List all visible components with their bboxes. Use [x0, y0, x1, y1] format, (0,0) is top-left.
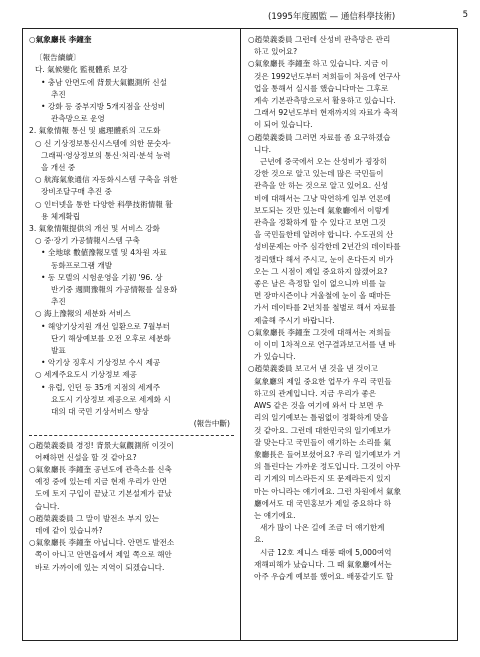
text-line: 는 얘기에요. [254, 510, 296, 520]
text-line: • 동 모델의 시험운영을 기初 '96. 상 [41, 272, 163, 282]
text-line: 관측을 정확하게 할 수 있다고 보면 그것 [254, 218, 386, 228]
text-line: 시금 12호 제니스 태풍 때에 5,000여억 [260, 547, 392, 557]
text-line: 마는 아니라는 얘기에요. 그런 차원에서 氣象 [254, 486, 402, 496]
text-line: 바로 가까이에 있는 지역이 되겠습니다. [35, 562, 165, 572]
text-line: 2. 氣象情報 통신 및 處理體系의 고도화 [29, 126, 161, 136]
text-line: 廳에서도 대 국민홍보가 제일 중요하다 하 [254, 498, 392, 508]
text-line: 니다. [254, 144, 272, 154]
text-line: 의 틀린다는 가까운 정도입니다. 그것이 아무 [254, 462, 401, 472]
text-line: ○氣象廳長 李鐘奎 하고 있습니다. 지금 이 [248, 59, 389, 69]
page-frame [22, 28, 458, 641]
text-line: 관측망으로 운영 [51, 114, 105, 124]
text-line: 리 기계의 미스라든지 또 문제라든지 있지 [254, 474, 391, 484]
text-line: 도에 토지 구입이 끝났고 기본설계가 끝났 [35, 489, 172, 499]
text-line: 것은 1992년도부터 저희들이 처음에 연구사 [254, 71, 401, 81]
text-line: 근년에 중국에서 오는 산성비가 굉장히 [260, 157, 388, 167]
text-line: 습니다. [35, 501, 60, 511]
right-column [248, 34, 453, 583]
text-line: 좋은 날은 측정할 일이 없으니까 비를 늘 [254, 279, 386, 289]
text-line: 제출해 주시기 바랍니다. [254, 315, 335, 325]
text-line: 이 되어 있습니다. [254, 120, 313, 130]
text-line: ○趙榮義委員 경정! 背景大氣觀測所 이것이 [29, 440, 174, 450]
text-line: 강한 것으로 알고 있는데 많은 국민들이 [254, 169, 384, 179]
text-line: ○ 신 기상정보통신시스템에 의한 문숫자· [35, 138, 172, 148]
text-line: 을 국민들한테 알려야 합니다. 수도권의 산 [254, 230, 394, 240]
text-line: 것 같아요. 그런데 대한민국의 일기예보가 [254, 425, 391, 435]
text-line: 하고 있어요? [254, 47, 298, 57]
text-line: 관측을 안 하는 것으로 알고 있어요. 신성 [254, 181, 389, 191]
text-line: • 강화 등 중부지방 5개지점을 산성비 [41, 102, 166, 112]
text-line: ○ 세계주요도시 기상정보 제공 [35, 370, 137, 380]
text-line: • 全地球 數値豫報모델 및 4차원 자료 [41, 248, 167, 258]
text-line: ○趙榮義委員 그러면 자료를 좀 요구하겠습 [248, 132, 391, 142]
text-line: 재해피해가 났습니다. 그 때 氣象廳에서는 [254, 559, 392, 569]
text-line: 새가 많이 나온 길에 조금 더 얘기한계 [260, 523, 385, 533]
text-line: 정리했다 해서 주시고, 눈이 온다든지 비가 [254, 254, 394, 264]
text-line: ○ 海上豫報의 세분화 서비스 [35, 309, 131, 319]
text-line: 어째하면 신설을 할 것 같아요? [35, 452, 137, 462]
text-line: 〔報告續續〕 [35, 53, 81, 63]
text-line: ○趙榮義委員 그런데 산성비 관측망은 관리 [248, 35, 391, 44]
text-line: • 충남 안면도에 背景大氣觀測所 신설 [41, 77, 167, 87]
text-line: 데에 같이 있습니까? [35, 525, 103, 535]
page-number: 5 [462, 10, 468, 20]
text-line: • 유럽, 인던 등 35개 지점의 세계주 [41, 382, 161, 392]
text-line: ○ 중·장기 가공情報시스템 구축 [35, 236, 140, 246]
text-line: ○趙榮義委員 보고서 낸 것을 낸 것이고 [248, 364, 379, 374]
text-line: (報告中斷) [193, 419, 230, 429]
text-line: 쪽이 아니고 안면읍에서 제일 쪽으로 해안 [35, 550, 172, 560]
text-line: • 악기상 징후시 기상정보 수시 제공 [41, 358, 161, 368]
text-line: 象廳長은 들어보셨어요? 우리 일기예보가 거 [254, 449, 401, 459]
text-line: 요도시 기상정보 제공으로 세계화 시 [51, 394, 171, 404]
text-line: ○ 航海氣象通信 자동화시스템 구축을 위한 [35, 175, 178, 185]
text-line: 반기중 週間豫報의 가공情報를 실용화 [51, 285, 178, 295]
text-line: ○氣象廳長 李鐘奎 그것에 대해서는 저희들 [248, 327, 391, 337]
text-line: 그래픽·영상정보의 통신·처리·분석 능력 [41, 150, 171, 160]
text-line: 요. [254, 535, 264, 545]
text-line: • 해양기상지원 개선 일환으로 7월부터 [41, 321, 170, 331]
text-line: 성비문제는 아주 심각한데 2년간의 데이타를 [254, 242, 401, 252]
text-line: 계속 기본관측망으로서 활용하고 있습니다. [254, 96, 396, 106]
text-line: 추진 [51, 297, 66, 307]
text-line: 다. 氣候變化 監視體系 보강 [35, 65, 128, 75]
text-line: 이 이미 1차적으로 연구결과보고서를 낸 바 [254, 340, 396, 350]
text-line: ○ 인터넷을 통한 다양한 科學技術情報 활 [35, 199, 173, 209]
text-line: AWS 같은 것을 여기에 와서 다 보면 우 [254, 401, 384, 411]
text-line: ○氣象廳長 李鐘奎 공년도에 관측소를 신축 [29, 464, 172, 474]
text-line: 대의 대 국민 기상서비스 향상 [51, 407, 149, 417]
text-line: ○趙榮義委員 그 말이 발전소 부지 있는 [29, 513, 160, 523]
text-line: 발표 [51, 346, 66, 356]
text-line: 오는 그 시점이 제일 중요하지 않겠어요? [254, 266, 388, 276]
text-line: 3. 氣象情報提供의 개선 및 서비스 강화 [29, 224, 160, 234]
section-separator [29, 435, 234, 436]
text-line: 가서 데이타를 2년치를 철별로 해서 자료를 [254, 303, 396, 313]
text-line: 면 장마시즌이나 겨울철에 눈이 올 때마든 [254, 291, 391, 301]
text-line: 아주 우습게 예보를 했어요. 배풍같기도 할 [254, 571, 394, 581]
column-divider [240, 29, 241, 640]
text-line: ○氣象廳長 李鐘奎 아닙니다. 안면도 발전소 [29, 538, 175, 548]
text-line: 추진 [51, 89, 66, 99]
text-line: 보도되는 것만 있는데 氣象廳에서 이렇게 [254, 205, 390, 215]
text-line: 장비조달구매 추진 중 [41, 187, 112, 197]
text-line: 동화프로그램 개발 [51, 260, 113, 270]
text-line: 을 개선 중 [41, 163, 76, 173]
text-line: 단기 해상예보를 오전 오후로 세분화 [51, 333, 171, 343]
text-line: 잘 맞는다고 국민들이 얘기하는 소리를 氣 [254, 437, 392, 447]
journal-title: (1995年度國監 — 通信科學技術) [268, 12, 396, 22]
text-line: 업을 통해서 실시를 했습니다마는 그후로 [254, 83, 389, 93]
text-line: 가 있습니다. [254, 352, 296, 362]
text-line: 리의 일기예보는 틀림없이 정확하게 맞을 [254, 413, 389, 423]
text-line: 용 체계확립 [41, 211, 81, 221]
text-line: 그래서 92년도부터 현재까지의 자료가 축적 [254, 108, 399, 118]
text-line: ○氣象廳長 李鐘奎 [29, 35, 92, 44]
text-line: 비에 대해서는 그냥 막연하게 일부 언론에 [254, 193, 391, 203]
page-header [268, 10, 468, 22]
text-line: 氣象廳의 제일 중요한 업무가 우리 국민들 [254, 376, 392, 386]
text-line: 예정 중에 있는데 지금 현재 우리가 안면 [35, 477, 167, 487]
text-line: 하고의 관계입니다. 지금 우리가 좋은 [254, 388, 377, 398]
left-column [29, 34, 234, 574]
